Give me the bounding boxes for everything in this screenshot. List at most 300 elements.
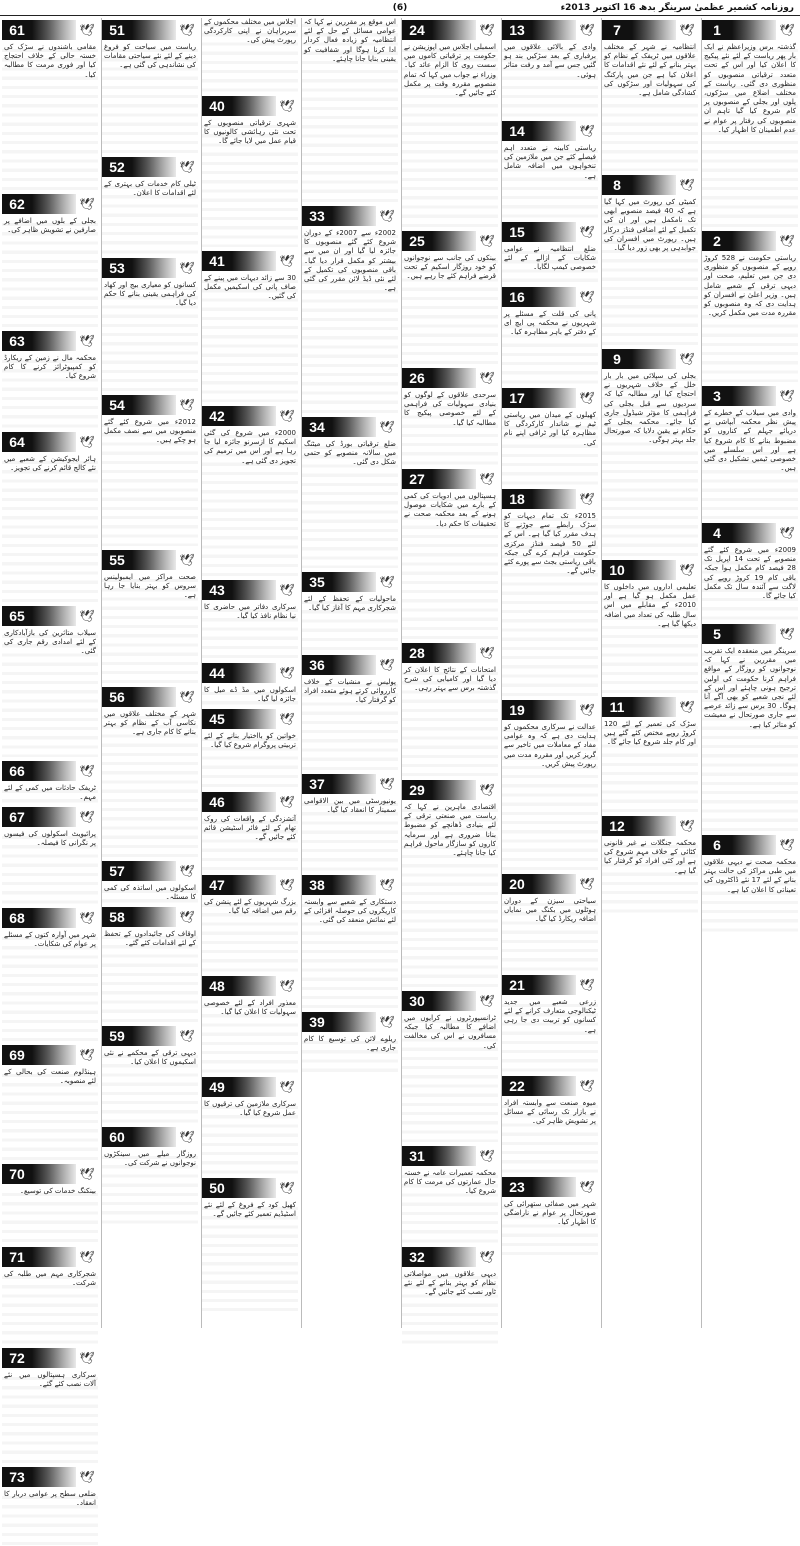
item-heading-bar — [102, 907, 198, 927]
item-text: پولیس نے منشیات کے خلاف کارروائی کرتے ہوئے متعدد افراد کو گرفتار کیا۔ — [302, 678, 398, 770]
gradient-bar — [732, 231, 776, 251]
gradient-bar — [732, 20, 776, 40]
bird-icon: 🕊 — [476, 368, 498, 388]
item-number: 55 — [102, 550, 132, 570]
gradient-bar — [32, 908, 76, 928]
news-item — [102, 905, 198, 1022]
gradient-bar — [32, 1045, 76, 1065]
bird-icon: 🕊 — [776, 231, 798, 251]
item-number: 3 — [702, 386, 732, 406]
item-text: شہر میں آوارہ کتوں کے مسئلے پر عوام کی شکایات۔ — [2, 931, 98, 1041]
item-number: 10 — [602, 560, 632, 580]
news-column — [701, 18, 798, 1328]
bird-icon: 🕊 — [376, 417, 398, 437]
item-text: محکمہ صحت نے دیہی علاقوں میں طبی مراکز کی حالت بہتر بنانے کے لئے 17 نئے ڈاکٹروں کی تعیناتی کا اعلان کیا ہے۔ — [702, 858, 798, 932]
gradient-bar — [632, 816, 676, 836]
gradient-bar — [232, 1178, 276, 1198]
item-number: 37 — [302, 774, 332, 794]
item-number: 40 — [202, 96, 232, 116]
item-heading-bar — [402, 643, 498, 663]
item-heading-bar — [2, 1348, 98, 1368]
news-column — [101, 18, 198, 1328]
gradient-bar — [132, 907, 176, 927]
item-heading-bar — [302, 655, 398, 675]
news-item — [502, 973, 598, 1072]
item-heading-bar — [202, 792, 298, 812]
item-heading-bar — [2, 331, 98, 351]
news-item — [102, 859, 198, 903]
item-text: ریاست میں سیاحت کو فروغ دینے کے لئے نئے سیاحتی مقامات کی نشاندہی کی گئی ہے۔ — [102, 43, 198, 153]
news-item — [2, 1346, 98, 1463]
news-item — [202, 661, 298, 705]
item-text: ریاستی کابینہ نے متعدد اہم فیصلے کئے جن میں ملازمین کی تنخواہوں میں اضافہ شامل ہے۔ — [502, 144, 598, 218]
gradient-bar — [32, 1247, 76, 1267]
gradient-bar — [332, 655, 376, 675]
news-item — [302, 415, 398, 568]
item-heading-bar — [102, 395, 198, 415]
news-item — [702, 833, 798, 932]
news-item — [402, 989, 498, 1142]
item-heading-bar — [702, 231, 798, 251]
item-number: 18 — [502, 489, 532, 509]
news-item — [202, 873, 298, 972]
bird-icon: 🕊 — [776, 624, 798, 644]
news-item — [302, 653, 398, 770]
item-number: 2 — [702, 231, 732, 251]
gradient-bar — [432, 1146, 476, 1166]
item-heading-bar — [502, 287, 598, 307]
item-text: 30 سے زائد دیہات میں پینے کے صاف پانی کی اسکیمیں مکمل کی گئیں۔ — [202, 274, 298, 402]
gradient-bar — [532, 1076, 576, 1096]
news-item — [402, 1144, 498, 1243]
news-item — [602, 814, 698, 913]
bird-icon: 🕊 — [576, 975, 598, 995]
gradient-bar — [32, 761, 76, 781]
bird-icon: 🕊 — [576, 700, 598, 720]
item-heading-bar — [102, 157, 198, 177]
item-number: 52 — [102, 157, 132, 177]
item-text: ریلوے لائن کی توسیع کا کام جاری ہے۔ — [302, 1035, 398, 1073]
item-text: ہائر ایجوکیشن کے شعبے میں نئے کالج قائم کرنے کی تجویز۔ — [2, 455, 98, 602]
item-number: 61 — [2, 20, 32, 40]
item-heading-bar — [602, 560, 698, 580]
news-column — [2, 18, 98, 1508]
news-column — [301, 18, 398, 1328]
item-heading-bar — [402, 780, 498, 800]
news-item — [602, 173, 698, 345]
gradient-bar — [532, 1177, 576, 1197]
bird-icon: 🕊 — [476, 469, 498, 489]
item-text: عدالت نے سرکاری محکموں کو ہدایت دی ہے کہ وہ عوامی مفاد کے معاملات میں تاخیر سے گریز کریں اور مقررہ مدت میں رپورٹ پیش کریں۔ — [502, 723, 598, 870]
item-number: 23 — [502, 1177, 532, 1197]
gradient-bar — [32, 807, 76, 827]
item-text: سرکاری ہسپتالوں میں نئے آلات نصب کئے گئے۔ — [2, 1371, 98, 1463]
bird-icon: 🕊 — [376, 206, 398, 226]
gradient-bar — [332, 572, 376, 592]
gradient-bar — [232, 709, 276, 729]
gradient-bar — [632, 20, 676, 40]
item-text: بینکوں کی جانب سے نوجوانوں کو خود روزگار اسکیم کے تحت قرضے فراہم کئے جا رہے ہیں۔ — [402, 254, 498, 364]
news-item — [602, 558, 698, 693]
gradient-bar — [532, 975, 576, 995]
gradient-bar — [532, 388, 576, 408]
news-item — [502, 220, 598, 283]
item-number: 35 — [302, 572, 332, 592]
item-number: 72 — [2, 1348, 32, 1368]
bird-icon: 🕊 — [276, 792, 298, 812]
item-number: 59 — [102, 1026, 132, 1046]
news-item — [2, 1162, 98, 1243]
item-number: 44 — [202, 663, 232, 683]
item-number: 36 — [302, 655, 332, 675]
news-item — [602, 695, 698, 812]
item-text: امتحانات کے نتائج کا اعلان کر دیا گیا اور کامیابی کی شرح گذشتہ برس سے بہتر رہی۔ — [402, 666, 498, 776]
news-item — [202, 707, 298, 788]
news-item — [702, 521, 798, 620]
bird-icon: 🕊 — [476, 1247, 498, 1267]
bird-icon: 🕊 — [76, 1247, 98, 1267]
gradient-bar — [732, 386, 776, 406]
item-text: 2000ء میں شروع کی گئی اسکیم کا ازسرنو جائزہ لیا جا رہا ہے اور اس میں ترمیم کی تجویز دی گئی ہے۔ — [202, 429, 298, 576]
item-text: سرکاری ملازمین کی ترقیوں کا عمل شروع کیا گیا۔ — [202, 1100, 298, 1174]
gradient-bar — [532, 700, 576, 720]
bird-icon: 🕊 — [376, 1012, 398, 1032]
bird-icon: 🕊 — [276, 580, 298, 600]
item-text: سرحدی علاقوں کے لوگوں کو بنیادی سہولیات کی فراہمی کے لئے خصوصی پیکیج کا مطالبہ کیا گیا۔ — [402, 391, 498, 465]
news-item — [2, 430, 98, 602]
item-text: بجلی کی سپلائی میں بار بار خلل کے خلاف شہریوں نے احتجاج کیا اور مطالبہ کیا کہ سردیوں سے قبل بجلی کی فراہمی کا مؤثر شیڈول جاری کیا جائے۔ محکمہ بجلی کے حکام نے یقین دلایا کہ صورتحال جلد بہتر ہوگی۔ — [602, 372, 698, 556]
item-text: یونیورسٹی میں بین الاقوامی سمینار کا انعقاد کیا گیا۔ — [302, 797, 398, 871]
news-item — [102, 256, 198, 391]
gradient-bar — [732, 624, 776, 644]
item-number: 68 — [2, 908, 32, 928]
item-heading-bar — [502, 874, 598, 894]
item-heading-bar — [302, 417, 398, 437]
item-text: مقامی باشندوں نے سڑک کی خستہ حالی کے خلاف احتجاج کیا اور فوری مرمت کا مطالبہ کیا۔ — [2, 43, 98, 190]
bird-icon: 🕊 — [176, 157, 198, 177]
news-item — [202, 94, 298, 247]
item-text: اسمبلی اجلاس میں اپوزیشن نے حکومت پر ترقیاتی کاموں میں سست روی کا الزام عائد کیا۔ وزراء نے جواب میں کہا کہ تمام منصوبے مقررہ وقت پر مکمل کئے جائیں گے۔ — [402, 43, 498, 227]
item-heading-bar — [502, 388, 598, 408]
gradient-bar — [632, 175, 676, 195]
item-number: 16 — [502, 287, 532, 307]
news-item — [302, 18, 398, 202]
item-text: شہر کے مختلف علاقوں میں نکاسی آب کے نظام کو بہتر بنانے کا کام جاری ہے۔ — [102, 710, 198, 857]
gradient-bar — [432, 368, 476, 388]
gradient-bar — [632, 349, 676, 369]
gradient-bar — [532, 20, 576, 40]
bird-icon: 🕊 — [276, 663, 298, 683]
item-text: آتشزدگی کے واقعات کی روک تھام کے لئے فائر اسٹیشن قائم کئے جائیں گے۔ — [202, 815, 298, 871]
item-heading-bar — [202, 580, 298, 600]
item-text: بجلی کے بلوں میں اضافے پر صارفین نے تشویش ظاہر کی۔ — [2, 217, 98, 327]
news-item — [2, 1245, 98, 1344]
item-text: دستکاری کے شعبے سے وابستہ کاریگروں کی حوصلہ افزائی کے لئے نمائش منعقد کی گئی۔ — [302, 898, 398, 1008]
news-item — [202, 249, 298, 402]
gradient-bar — [232, 875, 276, 895]
bird-icon: 🕊 — [476, 643, 498, 663]
item-text: سڑک کی تعمیر کے لئے 120 کروڑ روپے مختص کئے گئے ہیں اور کام جلد شروع کیا جائے گا۔ — [602, 720, 698, 812]
news-item — [302, 570, 398, 651]
item-number: 48 — [202, 976, 232, 996]
item-heading-bar — [602, 349, 698, 369]
news-item — [102, 1125, 198, 1224]
bird-icon: 🕊 — [476, 780, 498, 800]
news-item — [502, 285, 598, 384]
item-heading-bar — [402, 1247, 498, 1267]
bird-icon: 🕊 — [276, 1077, 298, 1097]
bird-icon: 🕊 — [576, 121, 598, 141]
news-item — [202, 578, 298, 659]
news-item — [2, 192, 98, 327]
item-heading-bar — [102, 1127, 198, 1147]
news-item — [202, 974, 298, 1073]
news-item — [102, 155, 198, 254]
item-heading-bar — [302, 1012, 398, 1032]
gradient-bar — [532, 121, 576, 141]
gradient-bar — [732, 523, 776, 543]
item-heading-bar — [702, 624, 798, 644]
news-item — [502, 487, 598, 696]
item-number: 5 — [702, 624, 732, 644]
news-item — [302, 873, 398, 1008]
gradient-bar — [232, 663, 276, 683]
news-item — [102, 393, 198, 546]
bird-icon: 🕊 — [376, 875, 398, 895]
gradient-bar — [232, 580, 276, 600]
item-number: 28 — [402, 643, 432, 663]
item-heading-bar — [402, 469, 498, 489]
news-column — [501, 18, 598, 1328]
gradient-bar — [132, 258, 176, 278]
news-column — [201, 18, 298, 1328]
item-heading-bar — [302, 774, 398, 794]
item-heading-bar — [302, 572, 398, 592]
item-heading-bar — [502, 1177, 598, 1197]
item-number: 29 — [402, 780, 432, 800]
item-number: 58 — [102, 907, 132, 927]
bird-icon: 🕊 — [576, 1076, 598, 1096]
bird-icon: 🕊 — [376, 572, 398, 592]
news-item — [602, 347, 698, 556]
item-number: 70 — [2, 1164, 32, 1184]
item-number: 60 — [102, 1127, 132, 1147]
gradient-bar — [632, 560, 676, 580]
item-heading-bar — [202, 875, 298, 895]
item-text: اقتصادی ماہرین نے کہا کہ ریاست میں صنعتی ترقی کے لئے بنیادی ڈھانچے کو مضبوط بنانا ضروری ہے اور سرمایہ کاروں کو سازگار ماحول فراہم کیا جانا چاہئے۔ — [402, 803, 498, 987]
item-number: 62 — [2, 194, 32, 214]
item-text: ٹرانسپورٹروں نے کرایوں میں اضافے کا مطالبہ کیا جبکہ مسافروں نے اس کی مخالفت کی۔ — [402, 1014, 498, 1142]
item-heading-bar — [302, 206, 398, 226]
bird-icon: 🕊 — [576, 287, 598, 307]
gradient-bar — [432, 991, 476, 1011]
item-heading-bar — [2, 432, 98, 452]
item-number: 19 — [502, 700, 532, 720]
news-item — [402, 366, 498, 465]
item-text: ہینڈلوم صنعت کی بحالی کے لئے منصوبہ۔ — [2, 1068, 98, 1160]
item-number: 65 — [2, 606, 32, 626]
news-item — [502, 1074, 598, 1173]
item-heading-bar — [2, 1247, 98, 1267]
item-text: خواتین کو بااختیار بنانے کے لئے تربیتی پروگرام شروع کیا گیا۔ — [202, 732, 298, 788]
item-number: 73 — [2, 1467, 32, 1487]
item-text: میوہ صنعت سے وابستہ افراد نے بازار تک رسائی کے مسائل پر تشویش ظاہر کی۔ — [502, 1099, 598, 1173]
news-item — [2, 18, 98, 190]
item-number: 6 — [702, 835, 732, 855]
news-item — [402, 18, 498, 227]
item-text: دیہی علاقوں میں مواصلاتی نظام کو بہتر بنانے کے لئے نئے ٹاور نصب کئے جائیں گے۔ — [402, 1270, 498, 1344]
news-item — [102, 1024, 198, 1123]
bird-icon: 🕊 — [76, 1045, 98, 1065]
gradient-bar — [232, 1077, 276, 1097]
item-number: 54 — [102, 395, 132, 415]
item-text: سیلاب متاثرین کی بازآبادکاری کے لئے امدادی رقم جاری کی گئی۔ — [2, 629, 98, 757]
item-heading-bar — [2, 606, 98, 626]
bird-icon: 🕊 — [76, 807, 98, 827]
item-number: 64 — [2, 432, 32, 452]
bird-icon: 🕊 — [176, 861, 198, 881]
item-number: 1 — [702, 20, 732, 40]
item-number: 71 — [2, 1247, 32, 1267]
item-text: اسکولوں میں اساتذہ کی کمی کا مسئلہ۔ — [104, 884, 196, 902]
item-text: اس موقع پر مقررین نے کہا کہ عوامی مسائل کے حل کے لئے انتظامیہ کو زیادہ فعال کردار ادا کرنا ہوگا اور شفافیت کو یقینی بنایا جانا چاہئے۔ — [302, 18, 398, 202]
news-item — [2, 906, 98, 1041]
bird-icon: 🕊 — [576, 20, 598, 40]
item-heading-bar — [2, 194, 98, 214]
item-text: ہسپتالوں میں ادویات کی کمی کے بارے میں شکایات موصول ہونے کے بعد محکمہ صحت نے تحقیقات کا حکم دیا۔ — [402, 492, 498, 639]
news-item — [302, 772, 398, 871]
item-text: محکمہ مال نے زمین کے ریکارڈ کو کمپیوٹرائز کرنے کا کام شروع کیا۔ — [2, 354, 98, 428]
bird-icon: 🕊 — [576, 874, 598, 894]
item-heading-bar — [402, 1146, 498, 1166]
gradient-bar — [32, 20, 76, 40]
bird-icon: 🕊 — [576, 388, 598, 408]
item-text: شہری ترقیاتی منصوبوں کے تحت نئی رہائشی کالونیوں کا قیام عمل میں لایا جائے گا۔ — [202, 119, 298, 247]
gradient-bar — [32, 1164, 76, 1184]
news-item — [702, 18, 798, 227]
item-number: 32 — [402, 1247, 432, 1267]
gradient-bar — [32, 331, 76, 351]
gradient-bar — [532, 287, 576, 307]
item-text: پرائیویٹ اسکولوں کی فیسوں پر نگرانی کا فیصلہ۔ — [2, 830, 98, 904]
item-heading-bar — [2, 761, 98, 781]
bird-icon: 🕊 — [276, 709, 298, 729]
item-text: 2015ء تک تمام دیہات کو سڑک رابطے سے جوڑنے کا ہدف مقرر کیا گیا ہے۔ اس کے لئے 50 فیصد فنڈز مرکزی حکومت فراہم کرے گی جبکہ باقی ریاستی بجٹ سے پورے کئے جائیں گے۔ — [502, 512, 598, 696]
news-item — [102, 18, 198, 153]
bird-icon: 🕊 — [476, 1146, 498, 1166]
item-number: 7 — [602, 20, 632, 40]
item-heading-bar — [202, 406, 298, 426]
item-heading-bar — [402, 20, 498, 40]
news-item — [202, 1176, 298, 1311]
news-item — [402, 229, 498, 364]
columns — [0, 18, 800, 1508]
gradient-bar — [532, 222, 576, 242]
gradient-bar — [432, 231, 476, 251]
item-number: 46 — [202, 792, 232, 812]
bird-icon: 🕊 — [476, 991, 498, 1011]
item-heading-bar — [202, 709, 298, 729]
item-number: 33 — [302, 206, 332, 226]
item-text: زرعی شعبے میں جدید ٹیکنالوجی متعارف کرانے کے لئے کسانوں کو تربیت دی جا رہی ہے۔ — [502, 998, 598, 1072]
gradient-bar — [332, 875, 376, 895]
item-text: محکمہ جنگلات نے غیر قانونی کٹائی کے خلاف مہم شروع کی ہے اور کئی افراد کو گرفتار کیا گیا ہے۔ — [602, 839, 698, 913]
gradient-bar — [432, 20, 476, 40]
item-text: بینکنگ خدمات کی توسیع۔ — [2, 1187, 98, 1243]
item-text: بزرگ شہریوں کے لئے پنشن کی رقم میں اضافہ کیا گیا۔ — [202, 898, 298, 972]
bird-icon: 🕊 — [176, 258, 198, 278]
news-item — [202, 404, 298, 576]
news-item — [502, 119, 598, 218]
item-heading-bar — [202, 96, 298, 116]
item-heading-bar — [602, 20, 698, 40]
item-number: 42 — [202, 406, 232, 426]
item-heading-bar — [502, 1076, 598, 1096]
bird-icon: 🕊 — [176, 1127, 198, 1147]
item-heading-bar — [302, 875, 398, 895]
item-text: سرینگر میں منعقدہ ایک تقریب میں مقررین نے کہا کہ نوجوانوں کو روزگار کے مواقع فراہم کرنا حکومت کی اولین ترجیح ہونی چاہئے اور اس کے لئے نجی شعبے کو بھی آگے آنا ہوگا۔ 30 برس سے زائد عرصے سے جاری صورتحال نے معیشت کو متاثر کیا ہے۔ — [702, 647, 798, 831]
item-text: کمیٹی کی رپورٹ میں کہا گیا ہے کہ 40 فیصد منصوبے ابھی تک نامکمل ہیں اور ان کی تکمیل کے لئے اضافی فنڈز درکار ہیں۔ رپورٹ میں افسران کی جوابدہی پر بھی زور دیا گیا۔ — [602, 198, 698, 345]
news-item — [502, 698, 598, 870]
item-number: 38 — [302, 875, 332, 895]
item-heading-bar — [502, 121, 598, 141]
page-number: (6) — [392, 2, 408, 13]
gradient-bar — [132, 550, 176, 570]
item-text: ضلعی سطح پر عوامی دربار کا انعقاد۔ — [2, 1490, 98, 1546]
news-item — [502, 18, 598, 117]
item-number: 50 — [202, 1178, 232, 1198]
item-number: 43 — [202, 580, 232, 600]
item-number: 66 — [2, 761, 32, 781]
item-text: ریاستی حکومت نے 528 کروڑ روپے کے منصوبوں کو منظوری دی جن میں تعلیم، صحت اور دیہی ترقی کے شعبے شامل ہیں۔ وزیر اعلیٰ نے افسران کو ہدایت دی کہ وہ منصوبوں کو مقررہ مدت میں مکمل کریں۔ — [702, 254, 798, 382]
news-item — [202, 1075, 298, 1174]
gradient-bar — [732, 835, 776, 855]
item-number: 57 — [102, 861, 132, 881]
item-text: اسکولوں میں مڈ ڈے میل کا جائزہ لیا گیا۔ — [204, 686, 296, 704]
item-heading-bar — [202, 663, 298, 683]
gradient-bar — [32, 432, 76, 452]
gradient-bar — [132, 1127, 176, 1147]
bird-icon: 🕊 — [776, 386, 798, 406]
item-heading-bar — [602, 697, 698, 717]
bird-icon: 🕊 — [776, 523, 798, 543]
item-number: 8 — [602, 175, 632, 195]
bird-icon: 🕊 — [676, 20, 698, 40]
item-text: سرکاری دفاتر میں حاضری کا نیا نظام نافذ کیا گیا۔ — [202, 603, 298, 659]
item-heading-bar — [702, 20, 798, 40]
item-text: ضلع انتظامیہ نے عوامی شکایات کے ازالے کے لئے خصوصی کیمپ لگایا۔ — [502, 245, 598, 283]
bird-icon: 🕊 — [276, 1178, 298, 1198]
gradient-bar — [32, 194, 76, 214]
item-number: 25 — [402, 231, 432, 251]
bird-icon: 🕊 — [276, 251, 298, 271]
item-heading-bar — [702, 523, 798, 543]
news-item — [402, 778, 498, 987]
news-item — [102, 685, 198, 857]
bird-icon: 🕊 — [676, 175, 698, 195]
gradient-bar — [132, 20, 176, 40]
gradient-bar — [232, 792, 276, 812]
item-heading-bar — [402, 368, 498, 388]
bird-icon: 🕊 — [676, 560, 698, 580]
item-text: اوقاف کی جائیدادوں کے تحفظ کے لئے اقدامات کئے گئے۔ — [102, 930, 198, 1022]
item-heading-bar — [102, 550, 198, 570]
item-number: 22 — [502, 1076, 532, 1096]
bird-icon: 🕊 — [276, 875, 298, 895]
bird-icon: 🕊 — [576, 222, 598, 242]
item-text: 2009ء میں شروع کئے گئے منصوبے کے تحت 14 اپریل تک 28 فیصد کام مکمل ہوا جبکہ باقی کام 19 کروڑ روپے کی لاگت سے آئندہ سال تک مکمل کیا جائے گا۔ — [702, 546, 798, 620]
item-heading-bar — [702, 386, 798, 406]
